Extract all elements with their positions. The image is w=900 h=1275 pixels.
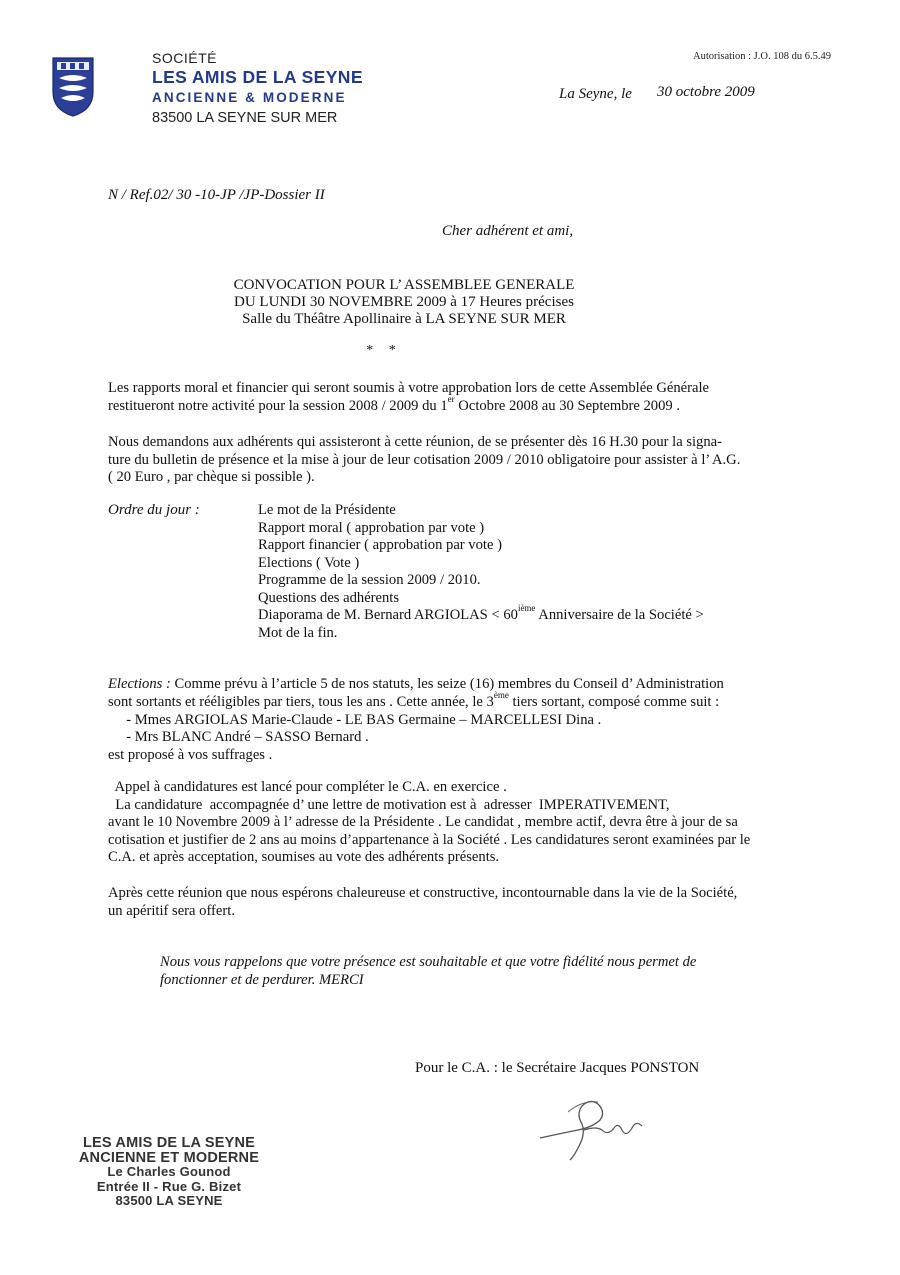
- agenda-item: Elections ( Vote ): [258, 554, 360, 571]
- paragraph-line: Les rapports moral et financier qui seront soumis à votre approbation lors de cette Assemblée Générale: [108, 380, 709, 396]
- society-subtitle: ANCIENNE & MODERNE: [152, 90, 347, 105]
- paragraph-line: ture du bulletin de présence et la mise à jour de leur cotisation 2009 / 2010 obligatoire pour assister à l’ A.G.: [108, 451, 741, 468]
- society-name: LES AMIS DE LA SEYNE: [152, 67, 363, 87]
- agenda-item: Programme de la session 2009 / 2010.: [258, 572, 481, 588]
- paragraph-attendance: [108, 434, 740, 487]
- letter-date: 30 octobre 2009: [657, 84, 755, 100]
- stamp-line: Entrée II - Rue G. Bizet: [96, 1178, 242, 1194]
- stamp-line: 83500 LA SEYNE: [115, 1193, 223, 1208]
- handwritten-signature: [538, 1090, 648, 1162]
- call-for-candidates: [108, 779, 750, 867]
- paragraph-line: Appel à candidatures est lancé pour compléter le C.A. en exercice .: [108, 779, 507, 795]
- agenda-item: Le mot de la Présidente: [258, 502, 396, 518]
- paragraph-line: est proposé à vos suffrages .: [108, 747, 273, 764]
- paragraph-line: Après cette réunion que nous espérons chaleureuse et constructive, incontournable dans la vie de la Société,: [108, 885, 738, 901]
- paragraph-line: restitueront notre activité pour la session 2008 / 2009 du 1er Octobre 2008 au 30 Septembre 2009 .: [108, 393, 680, 414]
- stamp-line: LES AMIS DE LA SEYNE: [82, 1135, 256, 1151]
- title-line-2: DU LUNDI 30 NOVEMBRE 2009 à 17 Heures précises: [234, 294, 574, 310]
- stamp-line: Le Charles Gounod: [107, 1164, 231, 1179]
- reminder-note: [160, 953, 696, 989]
- candidate-line: - Mmes ARGIOLAS Marie-Claude - LE BAS Germaine – MARCELLESI Dina .: [108, 711, 602, 728]
- elections-label: Elections :: [108, 676, 171, 692]
- stamp-line: ANCIENNE ET MODERNE: [78, 1149, 260, 1166]
- reference-number: N / Ref.02/ 30 -10-JP /JP-Dossier II: [108, 187, 325, 203]
- letter-place: La Seyne, le: [559, 86, 632, 102]
- paragraph-line: Elections : Comme prévu à l’article 5 de nos statuts, les seize (16) membres du Conseil d’ Administration: [108, 676, 724, 692]
- title-line-1: CONVOCATION POUR L’ ASSEMBLEE GENERALE: [233, 277, 575, 293]
- society-city: 83500 LA SEYNE SUR MER: [152, 110, 338, 126]
- title-line-3: Salle du Théâtre Apollinaire à LA SEYNE SUR MER: [242, 311, 566, 327]
- authorization-note: Autorisation : J.O. 108 du 6.5.49: [693, 51, 831, 62]
- elections-section: [108, 676, 724, 765]
- agenda-item: Questions des adhérents: [258, 589, 400, 606]
- paragraph-line: un apéritif sera offert.: [108, 902, 235, 919]
- agenda-item: Diaporama de M. Bernard ARGIOLAS < 60ième Anniversaire de la Société >: [258, 603, 704, 623]
- society-label: SOCIÉTÉ: [152, 50, 217, 66]
- paragraph-line: C.A. et après acceptation, soumises au vote des adhérents présents.: [108, 849, 500, 865]
- society-crest-icon: [50, 52, 96, 118]
- separator: * *: [366, 343, 402, 358]
- paragraph-line: sont sortants et rééligibles par tiers, tous les ans . Cette année, le 3ème tiers sortant, composé comme suit :: [108, 689, 720, 710]
- agenda-item: Mot de la fin.: [258, 624, 338, 641]
- paragraph-line: La candidature accompagnée d’ une lettre de motivation est à adresser IMPERATIVEMENT,: [108, 796, 670, 813]
- paragraph-line: avant le 10 Novembre 2009 à l’ adresse de la Présidente . Le candidat , membre actif, devra être à jour de sa: [108, 814, 738, 830]
- agenda-label: Ordre du jour :: [108, 502, 200, 518]
- society-stamp: [58, 1136, 280, 1209]
- signoff: Pour le C.A. : le Secrétaire Jacques PONSTON: [415, 1060, 700, 1076]
- paragraph-line: cotisation et justifier de 2 ans au moins d’appartenance à la Société . Les candidatures seront examinées par le: [108, 831, 751, 848]
- paragraph-aperitif: [108, 885, 737, 920]
- paragraph-reports: [108, 380, 709, 415]
- agenda-item: Rapport financier ( approbation par vote ): [258, 537, 502, 553]
- agenda-item: Rapport moral ( approbation par vote ): [258, 519, 485, 536]
- paragraph-line: Nous vous rappelons que votre présence est souhaitable et que votre fidélité nous permet de: [160, 954, 697, 970]
- paragraph-line: Nous demandons aux adhérents qui assisteront à cette réunion, de se présenter dès 16 H.30 pour la signa-: [108, 434, 722, 450]
- paragraph-line: ( 20 Euro , par chèque si possible ).: [108, 469, 315, 485]
- paragraph-line: fonctionner et de perdurer. MERCI: [160, 972, 364, 988]
- candidate-line: - Mrs BLANC André – SASSO Bernard .: [108, 729, 369, 746]
- greeting: Cher adhérent et ami,: [442, 223, 574, 239]
- agenda-list: [258, 502, 704, 642]
